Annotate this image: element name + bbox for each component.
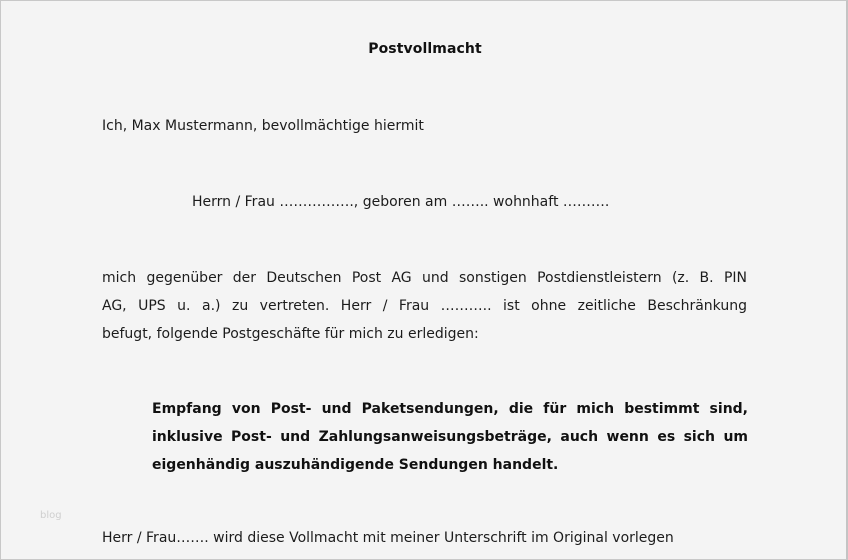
paragraph-line: AG, UPS u. a.) zu vertreten. Herr / Frau ……….. ist ohne zeitliche Beschränkung <box>102 298 747 314</box>
authorization-paragraph <box>102 264 747 348</box>
tasks-line: inklusive Post- und Zahlungsanweisungsbeträge, auch wenn es sich um <box>152 429 748 445</box>
intro-line: Ich, Max Mustermann, bevollmächtige hiermit <box>102 118 424 134</box>
tasks-line: eigenhändig auszuhändigende Sendungen handelt. <box>152 457 559 473</box>
paragraph-line: mich gegenüber der Deutschen Post AG und sonstigen Postdienstleistern (z. B. PIN <box>102 270 747 286</box>
document-title: Postvollmacht <box>368 41 482 57</box>
authorized-tasks-block <box>152 395 748 479</box>
authorized-person-line: Herrn / Frau ……………., geboren am …….. wohnhaft ………. <box>192 194 610 210</box>
closing-line: Herr / Frau……. wird diese Vollmacht mit meiner Unterschrift im Original vorlegen <box>102 530 674 546</box>
tasks-line: Empfang von Post- und Paketsendungen, die für mich bestimmt sind, <box>152 401 748 417</box>
watermark-text: blog <box>40 510 62 521</box>
paragraph-line: befugt, folgende Postgeschäfte für mich zu erledigen: <box>102 326 479 342</box>
